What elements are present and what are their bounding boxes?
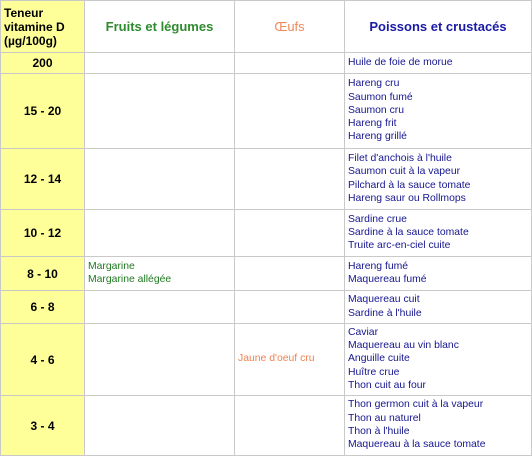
oeufs-cell	[235, 257, 345, 291]
fruits-cell	[85, 210, 235, 257]
level-cell: 4 - 6	[1, 324, 85, 396]
list-item: Saumon cuit à la vapeur	[348, 166, 461, 178]
table-row	[1, 324, 532, 396]
list-item: Maquereau à la sauce tomate	[348, 439, 486, 451]
list-item: Huile de foie de morue	[348, 56, 453, 68]
header-level	[1, 1, 85, 53]
oeufs-cell	[235, 396, 345, 456]
oeufs-cell	[235, 149, 345, 210]
fish-cell	[345, 210, 532, 257]
list-item: Hareng saur ou Rollmops	[348, 192, 466, 204]
list-item: Thon germon cuit à la vapeur	[348, 399, 484, 411]
table-row	[1, 396, 532, 456]
list-item: Hareng frit	[348, 118, 397, 130]
level-cell: 15 - 20	[1, 74, 85, 149]
fish-cell	[345, 291, 532, 324]
list-item: Sardine à l'huile	[348, 307, 422, 319]
list-item: Sardine à la sauce tomate	[348, 226, 469, 238]
oeufs-cell	[235, 324, 345, 396]
table-row	[1, 210, 532, 257]
table-row	[1, 74, 532, 149]
list-item: Thon cuit au four	[348, 379, 426, 391]
header-fish: Poissons et crustacés	[345, 1, 532, 53]
level-cell: 3 - 4	[1, 396, 85, 456]
list-item: Pilchard à la sauce tomate	[348, 179, 471, 191]
table-row	[1, 257, 532, 291]
list-item: Thon à l'huile	[348, 426, 410, 437]
fish-cell	[345, 396, 532, 456]
fish-cell	[345, 324, 532, 396]
list-item: Anguille cuite	[348, 353, 410, 365]
fruits-cell	[85, 74, 235, 149]
level-cell: 10 - 12	[1, 210, 85, 257]
list-item: Filet d'anchois à l'huile	[348, 152, 452, 164]
list-item: Hareng cru	[348, 78, 400, 90]
list-item: Sardine crue	[348, 213, 407, 225]
list-item: Saumon cru	[348, 104, 405, 116]
level-cell: 8 - 10	[1, 257, 85, 291]
header-level-line: vitamine D	[4, 19, 65, 34]
oeufs-cell	[235, 291, 345, 324]
header-row	[1, 1, 532, 53]
list-item: Saumon fumé	[348, 91, 413, 103]
header-level-line: (µg/100g)	[4, 33, 57, 48]
fruits-cell	[85, 291, 235, 324]
list-item: Hareng grillé	[348, 131, 407, 143]
oeufs-cell	[235, 74, 345, 149]
level-cell: 6 - 8	[1, 291, 85, 324]
fruits-cell	[85, 257, 235, 291]
fish-cell	[345, 149, 532, 210]
fish-cell	[345, 53, 532, 74]
list-item: Maquereau au vin blanc	[348, 340, 459, 352]
fruits-cell	[85, 324, 235, 396]
list-item: Thon au naturel	[348, 412, 421, 424]
fruits-cell	[85, 396, 235, 456]
fish-cell	[345, 74, 532, 149]
table-row	[1, 149, 532, 210]
oeufs-cell	[235, 53, 345, 74]
list-item: Truite arc-en-ciel cuite	[348, 240, 451, 252]
list-item: Huître crue	[348, 366, 400, 378]
fish-cell	[345, 257, 532, 291]
list-item: Jaune d'oeuf cru	[238, 353, 315, 365]
fruits-cell	[85, 149, 235, 210]
header-level-line: Teneur	[4, 5, 44, 20]
fruits-cell	[85, 53, 235, 74]
list-item: Margarine allégée	[88, 274, 172, 285]
table-row	[1, 53, 532, 74]
level-cell: 12 - 14	[1, 149, 85, 210]
header-fruits: Fruits et légumes	[85, 1, 235, 53]
list-item: Margarine	[88, 260, 135, 272]
list-item: Maquereau cuit	[348, 294, 420, 306]
list-item: Hareng fumé	[348, 260, 409, 272]
oeufs-cell	[235, 210, 345, 257]
list-item: Maquereau fumé	[348, 274, 427, 285]
list-item: Caviar	[348, 326, 379, 338]
table-row	[1, 291, 532, 324]
header-oeufs: Œufs	[235, 1, 345, 53]
level-cell: 200	[1, 53, 85, 74]
